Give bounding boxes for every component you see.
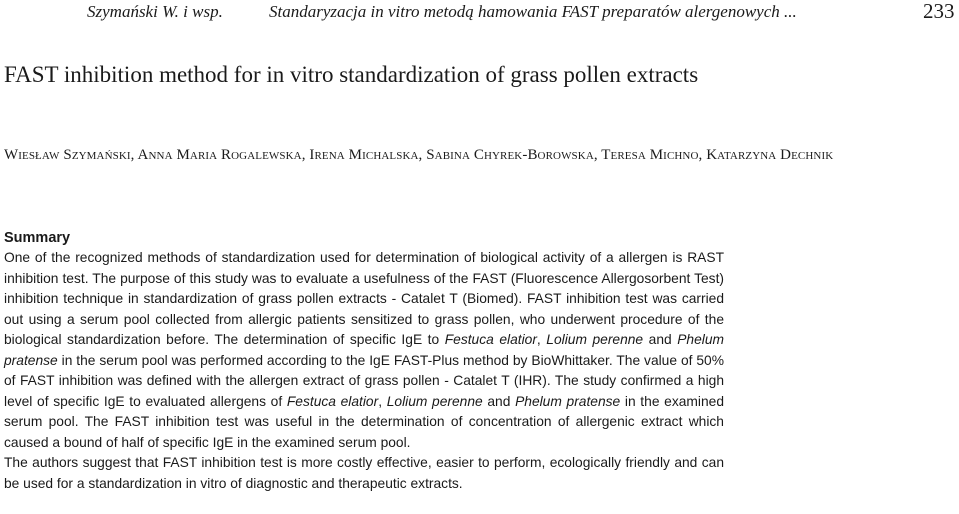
running-head bbox=[0, 0, 959, 36]
article-title: FAST inhibition method for in vitro standardization of grass pollen extracts bbox=[4, 62, 699, 87]
summary-heading: Summary bbox=[4, 230, 71, 246]
species-name: Phelum pratense bbox=[4, 332, 724, 368]
summary-text: , bbox=[536, 332, 547, 347]
article-authors: Wiesław Szymański, Anna Maria Rogalewska, Irena Michalska, Sabina Chyrek-Borowska, Teresa Michno, Katarzyna Dechnik bbox=[4, 147, 834, 163]
running-head-title: Standaryzacja in vitro metodą hamowania FAST preparatów alergenowych ... bbox=[269, 2, 797, 21]
summary-paragraph: The authors suggest that FAST inhibition test is more costly effective, easier to perform, ecologically friendly and can be used for a standardization in vitro of diagnostic and therapeutic extracts. bbox=[4, 455, 724, 491]
summary-text: and bbox=[643, 332, 678, 347]
summary-text: in the serum pool was performed according to the IgE FAST-Plus method by BioWhittaker. The value of 50% of FAST inhibition was defined with the allergen extract of grass pollen - Catalet T (IHR). The study confirmed a high level of specific IgE to evaluated allergens of bbox=[4, 352, 724, 409]
summary-text: in the examined serum pool. The FAST inhibition test was useful in the determination of concentration of allergenic extract which caused a bound of half of specific IgE in the examined serum pool. bbox=[4, 393, 724, 450]
species-name: Festuca elatior bbox=[286, 393, 379, 409]
page-number: 233 bbox=[923, 0, 955, 23]
summary-paragraph bbox=[4, 248, 724, 453]
summary-text: and bbox=[482, 393, 516, 409]
summary-body bbox=[4, 248, 724, 494]
summary-text: , bbox=[378, 393, 387, 409]
summary-text: One of the recognized methods of standardization used for determination of biological activity of a allergen is RAST inhibition test. The purpose of this study was to evaluate a usefulness of the FAST (Fluorescence Allergosorbent Test) inhibition technique in standardization of grass pollen extracts - Catalet T (Biomed). FAST inhibition test was carried out using a serum pool collected from allergic patients sensitized to grass pollen, who underwent procedure of the biological standardization before. The determination of specific IgE to bbox=[4, 250, 724, 347]
species-name: Lolium perenne bbox=[386, 393, 483, 409]
species-name: Phelum pratense bbox=[515, 393, 621, 409]
species-name: Festuca elatior bbox=[444, 332, 537, 347]
running-head-authors: Szymański W. i wsp. bbox=[87, 2, 223, 21]
species-name: Lolium perenne bbox=[546, 332, 644, 347]
